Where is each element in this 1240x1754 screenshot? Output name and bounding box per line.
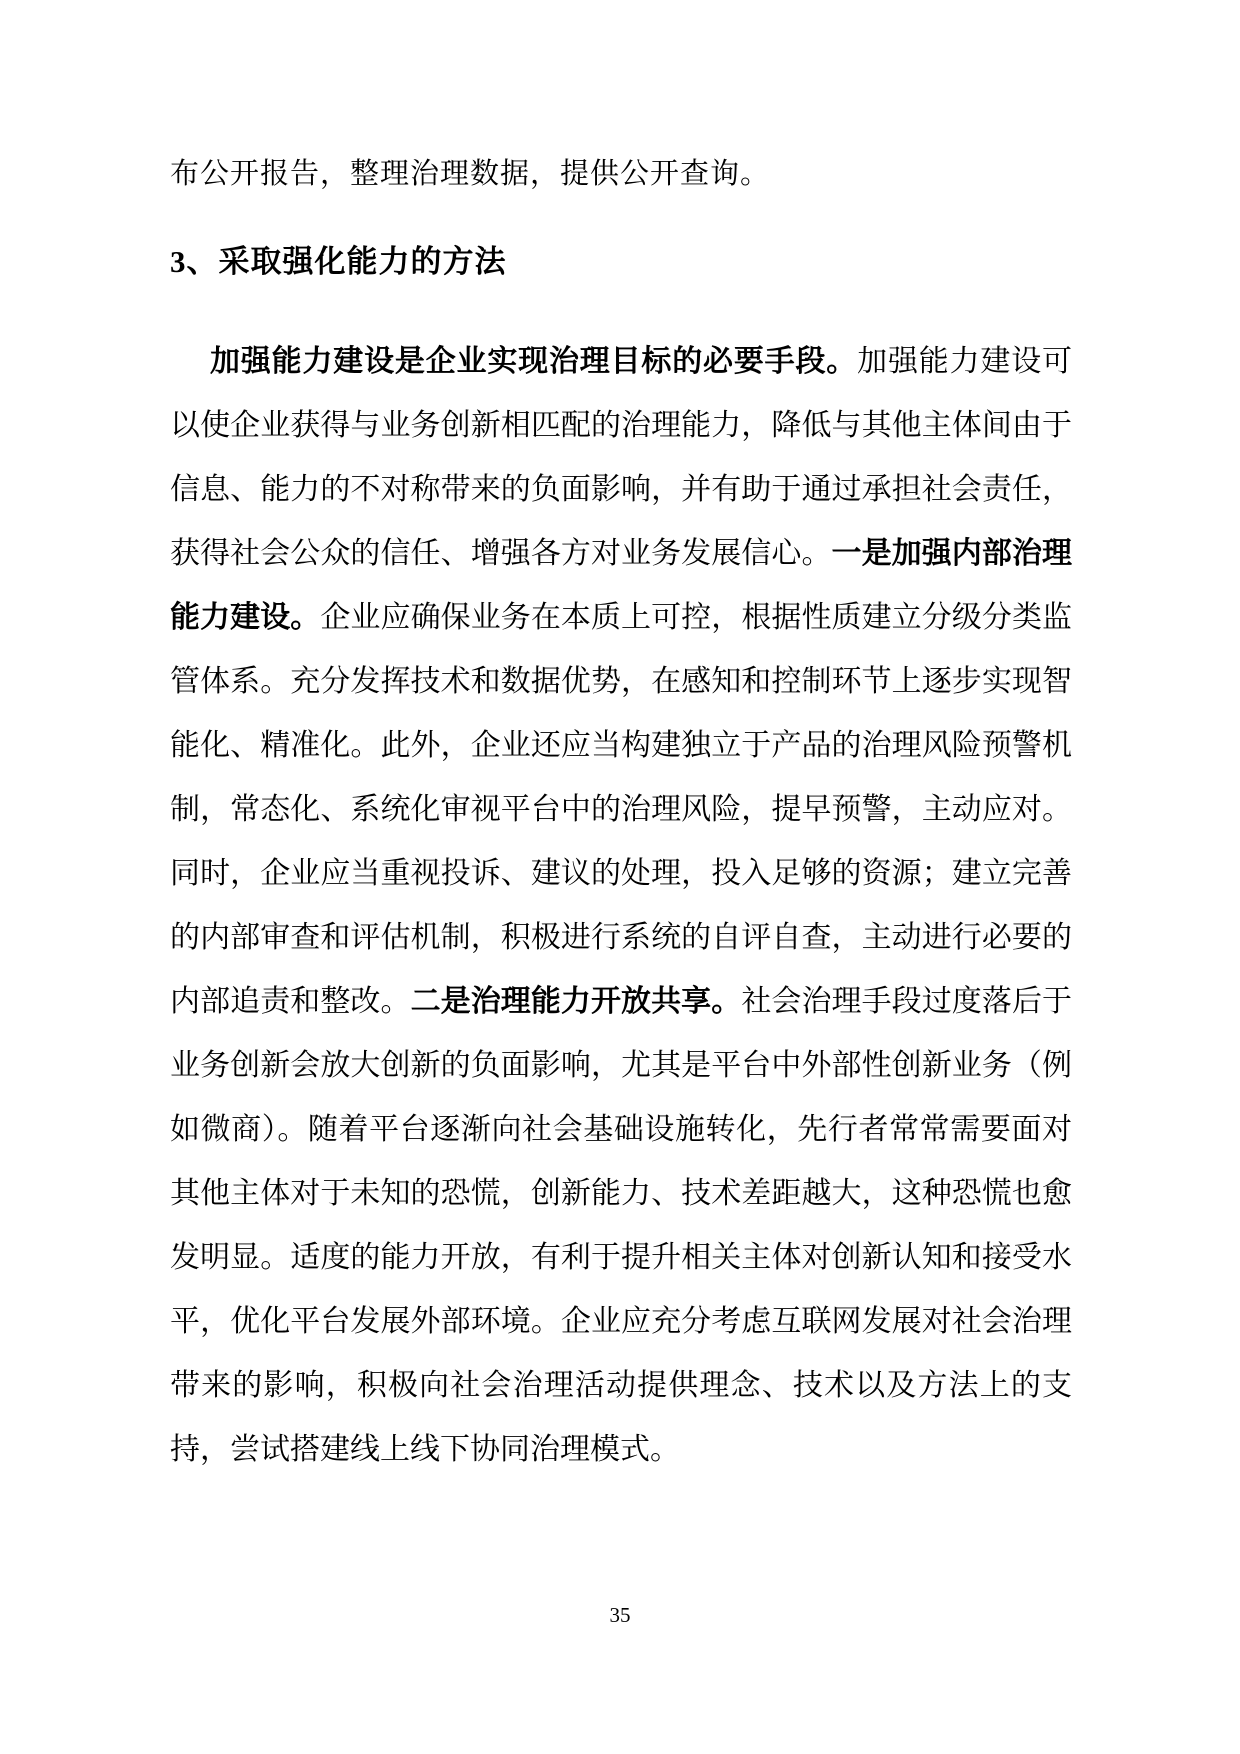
- section-heading: 3、采取强化能力的方法: [170, 244, 507, 279]
- emphasis-text-run: 二是治理能力开放共享。: [410, 985, 742, 1018]
- text-run: 加强能力建设可以使企业获得与业务创新相匹配的治理能力，降低与其他主体间由于信息、能力的不对称带来的负面影响，并有助于通过承担社会责任，获得社会公众的信任、增强各方对业务发展信心。: [170, 345, 1073, 570]
- emphasis-text-run: 一是加强内部治理能力建设。: [170, 537, 1073, 634]
- text-run: 企业应确保业务在本质上可控，根据性质建立分级分类监管体系。充分发挥技术和数据优势，在感知和控制环节上逐步实现智能化、精准化。此外，企业还应当构建独立于产品的治理风险预警机制，常态化、系统化审视平台中的治理风险，提早预警，主动应对。同时，企业应当重视投诉、建议的处理，投入足够的资源；建立完善的内部审查和评估机制，积极进行系统的自评自查，主动进行必要的内部追责和整改。: [170, 601, 1073, 1018]
- body-paragraph: [170, 330, 1072, 1482]
- paragraph-continuation-line: 布公开报告，整理治理数据，提供公开查询。: [170, 158, 771, 190]
- text-run: 社会治理手段过度落后于业务创新会放大创新的负面影响，尤其是平台中外部性创新业务（例如微商）。随着平台逐渐向社会基础设施转化，先行者常常需要面对其他主体对于未知的恐慌，创新能力、技术差距越大，这种恐慌也愈发明显。适度的能力开放，有利于提升相关主体对创新认知和接受水平，优化平台发展外部环境。企业应充分考虑互联网发展对社会治理带来的影响，积极向社会治理活动提供理念、技术以及方法上的支持，尝试搭建线上线下协同治理模式。: [170, 985, 1073, 1466]
- page-number: 35: [609, 1603, 631, 1627]
- emphasis-text-run: 加强能力建设是企业实现治理目标的必要手段。: [210, 345, 858, 378]
